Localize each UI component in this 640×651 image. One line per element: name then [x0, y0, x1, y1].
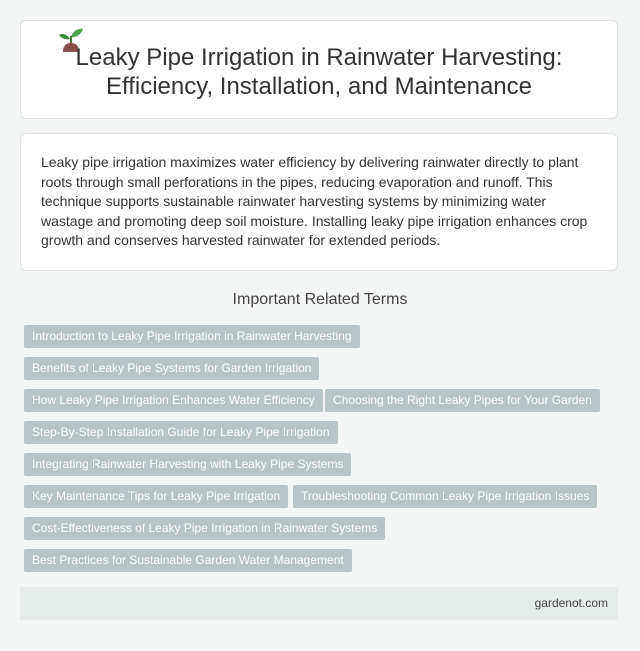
related-tag-water-efficiency[interactable]: How Leaky Pipe Irrigation Enhances Water Efficiency: [24, 389, 323, 412]
related-tag-integrating-rainwater[interactable]: Integrating Rainwater Harvesting with Leaky Pipe Systems: [24, 453, 351, 476]
footer: [20, 587, 618, 620]
related-tag-best-practices[interactable]: Best Practices for Sustainable Garden Water Management: [24, 549, 352, 572]
page-title-line1: Leaky Pipe Irrigation in Rainwater Harvesting:: [75, 44, 563, 71]
related-tag-introduction[interactable]: Introduction to Leaky Pipe Irrigation in Rainwater Harvesting: [24, 325, 360, 348]
summary-card: [20, 133, 618, 271]
footer-site-link[interactable]: gardenot.com: [534, 596, 608, 610]
related-tag-installation-guide[interactable]: Step-By-Step Installation Guide for Leaky Pipe Irrigation: [24, 421, 338, 444]
related-tag-benefits[interactable]: Benefits of Leaky Pipe Systems for Garden Irrigation: [24, 357, 319, 380]
related-terms-heading: Important Related Terms: [232, 291, 408, 308]
page-title: [21, 43, 617, 101]
related-tag-choosing-pipes[interactable]: Choosing the Right Leaky Pipes for Your Garden: [325, 389, 600, 412]
related-tag-troubleshooting[interactable]: Troubleshooting Common Leaky Pipe Irrigation Issues: [293, 485, 597, 508]
page-title-line2: Efficiency, Installation, and Maintenance: [105, 73, 533, 100]
related-tag-maintenance-tips[interactable]: Key Maintenance Tips for Leaky Pipe Irrigation: [24, 485, 288, 508]
summary-text: Leaky pipe irrigation maximizes water efficiency by delivering rainwater directly to plant roots through small perforations in the pipes, reducing evaporation and runoff. This technique supports sustainable rainwater harvesting systems by minimizing water wastage and promoting deep soil moisture. Installing leaky pipe irrigation enhances crop growth and conserves harvested rainwater for extended periods.: [41, 154, 588, 249]
related-tag-cost-effectiveness[interactable]: Cost-Effectiveness of Leaky Pipe Irrigation in Rainwater Systems: [24, 517, 385, 540]
title-card: [20, 20, 618, 119]
